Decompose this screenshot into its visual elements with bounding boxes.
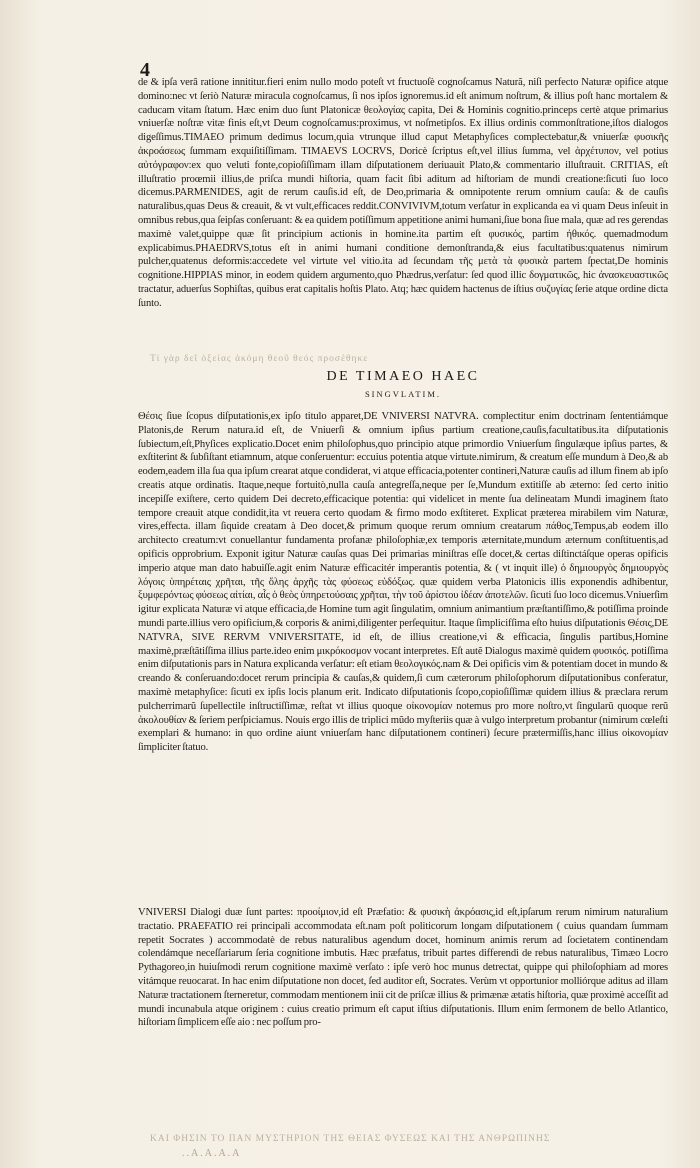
paragraph-dialogue-parts: VNIVERSI Dialogi duæ ſunt partes: προοίμιον,id eſt Præfatio: & φυσικὴ ἀκρόασις,id eſt,ipſarum rerum nimirum naturalium tractatio. PRAEFATIO rei principali accommodata eſt.nam poſt politicorum longam diſputationem ( cuius quandam ſummam repetit Socrates ) accommodatè de rebus naturalibus agendum docet, hominum animis rerum ad ſocietatem continendam colendámque neceſſariarum ſeria cognitione imbutis. Hæc præfatus, tribuit partes differendi de rebus naturalibus, Timæo Locro Pythagoreo,in huiuſmodi rerum cognitione maximè verſato : ipſe verò hoc munus detrectat, quippe qui philoſophiam ad mores vitámque reuocarat. In hac enim diſputatione non docet, ſed auditor eſt, Socrates. Verùm vt opportunior molliórque aditus ad illam Naturæ tractationem ſterneretur, commodam mentionem inii cit de priſcæ illius & primænæ ætatis hiſtoria, quæ proximè acceſſit ad mundi incunabula atque originem : cuius creatio primum eſt caput iſtius diſputationis. Illum enim ſermonem de bello Atlantico, hiſtoriam ſimplicem eſſe aio : nec poſſum pro- <box>138 907 668 1029</box>
signature-mark: ..A.A.A.A <box>182 1148 242 1159</box>
thesis-text-block <box>138 410 668 755</box>
section-heading: DE TIMAEO HAEC <box>326 369 480 384</box>
section-subheading: SINGVLATIM. <box>364 389 442 399</box>
section-heading-area <box>138 368 668 400</box>
paragraph-dialogue-order: de & ipſa verâ ratione innititur.fieri enim nullo modo poteſt vt fructuoſè cognoſcamus Naturã, niſi perfecto Naturæ opifice atque domino:nec vt ſeriò Naturæ miracula cognoſcamus, ſi nos ipſos ignoremus.id eſt animum noſtrum, & illius poſt hanc mortalem & caducam vitam ſtatum. Hæc enim duo ſunt Platonicæ θεολογίας capita, Dei & Hominis cognitio.princeps certè atque primarius vniuerſæ noſtræ vitæ finis eſt,vt Deum cognoſcamus:proximus, vt noſmetipſos. Ex illius ordinis commonſtratione,iſtos dialogos digeſſimus.TIMAEO primum dedimus locum,quia vtrunque illud caput Metaphyſices complectebatur,& vniuerſæ φυσικῆς ἀκροάσεως ſummam exquiſitiſſimam. TIMAEVS LOCRVS, Doricè ſcriptus eſt,vel illius ſumma, vel ἀρχέτυπον, vel potius αὐτόγραφον:ex quo veluti fonte,copioſiſſimam illam diſputationem deriuauit Plato,& commentario illuſtrauit. CRITIAS, eſt illuſtratio proœmii illius,de priſca mundi hiſtoria, quam facit ſibi aditum ad hiſtoriam de mundi creatione:ſicuti ſuo loco dicemus.PARMENIDES, agit de rerum cauſis.id eſt, de Deo,primaria & omnipotente rerum omnium cauſa: & de cauſis naturalibus,quas Deus & creauit, & vt vult,efficaces reddit.CONVIVIVM,totum verſatur in explicanda ea vi quam Deus inſeuit in omnibus rebus,qua ſeipſas conſeruant: & ea quidem potiſſimum appetitione animi humani,ſiue bona ſiue mala, quæ ad res gerendas maximè valet,quippe quæ ſit principium actionis in homine.ita partim eſt φυσικός, partim ἠθικός. quemadmodum explicabimus.PHAEDRVS,totus eſt in animi humani conditione demonſtranda,& eius facultatibus:quatenus nimirum pulcher,quatenus deformis:accedete vel virtute vel vitio.ita ad ſecundam τῆς μετὰ τὰ φυσικὰ partem ſpectat,De hominis cognitione.HIPPIAS minor, in eodem quidem argumento,quo Phædrus,verſatur: ſed quod illic δογματικῶς, hic ἀνασκευαστικῶς tractatur, aduerſus Sophiſtas, quibus erat capitalis hoſtis Plato. Atq; hæc quidem hactenus de iſtius συζυγίας ſerie atque ordine dicta ſunto. <box>138 77 668 309</box>
paragraph-thesis: Θέσις ſiue ſcopus diſputationis,ex ipſo titulo apparet,DE VNIVERSI NATVRA. complectitur enim doctrinam ſententiámque Platonis,de Rerum natura.id eſt, de Vniuerſi & omnium ipſius partium creatione,cauſis,facultatibus.ita diſputationis ſubiectum,eſt,Phyſices explicatio.Docet enim philoſophus,quo principio atque primordio Vniuerſum ſingulæque ipſius partes, & exſtiterint & ſubſiſtant etiamnum, atque conſeruentur: eccuius potentia atque virtute.nimirum, & creatum eſſe mundum à Deo,& ab eodem,eadem illa ſua qua ipſum crearat atque condiderat, vi atque efficacia,potenter contineri,Naturæ cauſis ad illum finem ab ipſo creatis atque ordinatis. Itaque,neque fortuitò,nulla cauſa antegreſſa,neque per ſe,Mundum extitiſſe ab æterno: ſed certo initio incepiſſe exiſtere, certo quidem Dei decreto,efficacique potentia: qui videlicet in mente ſua delineatam Mundi imaginem ſtato tempore creauit atque condidit,ita vt reuera certo quodam & firmo modo exſtiteret. Explicat præterea mirabilem vim Naturæ, vires,effecta. illam ſiquide creatam à Deo docet,& primum quoque rerum omnium creatarum πάθος,Tempus,ab eodem illo architecto creatum:vt conuellantur fundamenta profanæ philoſophiæ,ex temporis æternitate,mundum æternum conſtituentis,ad opificis opprobrium. Exponit igitur Naturæ cauſas quas Dei primarias miniſtras eſſe docet,& certas diſtinctáſque operas opificis imperio atque man dato habuiſſe.agit enim Naturæ efficacitér imperantis potentia, & ( vt inquit ille) ὁ δημιουργὸς δημιουργὸς λόγοις ὑπηρέταις χρῆται, τῆς ὅλης ἀρχῆς τὰς φύσεως εὐδόξως. quæ quidem verba Platonicis illis exponendis adhibentur, ξυμφερόντως φύσεως αἰτίαι, αἷς ὁ θεὸς ὑπηρετούσαις χρῆται, τὴν τοῦ ἀρίστου ἰδέαν ἀποτελῶν. ſicuti ſuo loco dicemus.Vniuerſim igitur explicata Naturæ vi atque efficacia,de Homine tum agit ſingulatim, omnium animantium præſtantiſſimo,& potiſſima proinde mundi parte.illius vero opificium,& corporis & animi,diligenter perſequitur. Itaque ſimplicifſima eſto huius diſputationis Θέσις,DE NATVRA, SIVE RERVM VNIVERSITATE, id eſt, de illius creatione,vi & efficacia, ſingulis partibus,Homine maximè,præſtãtiſſima illius parte.ideo enim μικρόκοσμον vocant interpretes. Eſt autẽ Dialogus maximè quidem φυσικός. potiſſima enim diſputationis pars in Natura explicanda verſatur: eſt etiam θεολογικός.nam & Dei opificis vim & potentiam docet in mundo & creando & conſeruando:docet rerum principia & cauſas,& quidem,ſi cum cæterorum philoſophorum diſputationibus conferatur, maximè metaphyſice: ſicuti ex ipſis locis planum erit. Indicato diſputationis ſcopo,copioſiſſimæ quidem illius & præclara rerum pulcherrimarũ ſupellectile inſtructiſſimæ, reſtat vt illius quoque οἰκονομίαν notemus pro more noſtro,vt ſingularũ quoque rerũ ἀκολουθίαν & ſeriem perſpiciamus. Nouis ergo illis de triplici mũdo myſteriis quæ à vulgo interpretum probantur (nimirum cœleſti exemplari & humano: in quo ordine aiunt vniuerſam hanc diſputationem contineri) ſecure prætermiſſis,hanc illius οἰκονομίαν ſimpliciter ſtatuo. <box>138 411 668 754</box>
introductory-text-block <box>138 76 668 311</box>
bleed-through-text-bottom: ΚΑΙ ΦΗΣΙΝ ΤΟ ΠΑΝ ΜΥΣΤΗΡΙΟΝ ΤΗΣ ΘΕΙΑΣ ΦΥΣΕΩΣ ΚΑΙ ΤΗΣ ΑΝΘΡΩΠΙΝΗΣ <box>150 1134 551 1144</box>
structure-text-block <box>138 906 668 1030</box>
bleed-through-text-top: Τί γὰρ δεῖ ὀξείας ἀκόμη θεοῦ θεός προσέθηκε <box>150 354 369 364</box>
page-number: 4 <box>140 59 150 81</box>
